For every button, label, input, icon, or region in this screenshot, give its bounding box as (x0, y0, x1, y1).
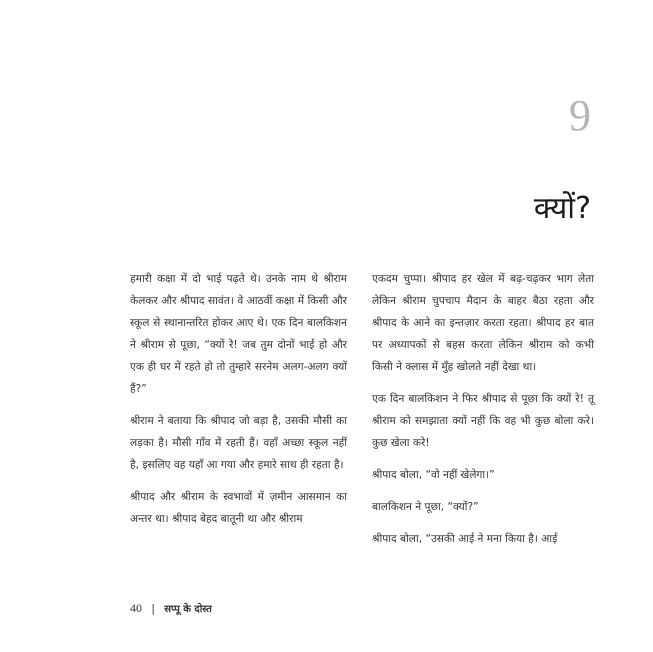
paragraph: श्रीपाद बोला, “उसकी आई ने मना किया है। आई (372, 533, 558, 545)
paragraph: श्रीपाद और श्रीराम के स्वभावों में ज़मीन आसमान का अन्तर था। श्रीपाद बेहद बातूनी था और श्रीराम (130, 491, 347, 525)
paragraph: एकदम चुप्पा। श्रीपाद हर खेल में बढ़-चढ़कर भाग लेता लेकिन श्रीराम चुपचाप मैदान के बाहर बैठा रहता और श्रीपाद के आने का इन्तज़ार करता रहता। श्रीपाद हर बात पर अध्यापकों से बहस करता लेकिन श्रीराम को कभी किसी ने क्लास में मुँह खोलते नहीं देखा था। (372, 273, 594, 373)
paragraph: श्रीपाद बोला, “वो नहीं खेलेगा।” (372, 469, 495, 481)
page-number: 40 (130, 601, 142, 615)
paragraph: एक दिन बालकिशन ने फिर श्रीपाद से पूछा कि क्यों रे! तू श्रीराम को समझाता क्यों नहीं कि वह भी कुछ बोला करे। कुछ खेला करे! (372, 393, 594, 449)
right-column (372, 268, 594, 560)
paragraph: हमारी कक्षा में दो भाई पढ़ते थे। उनके नाम थे श्रीराम केलकर और श्रीपाद सावंत। वे आठवीं कक्षा में किसी और स्कूल से स्थानान्तरित होकर आए थे। एक दिन बालकिशन ने श्रीराम से पूछा, “क्यों रे! जब तुम दोनों भाई हो और एक ही घर में रहते हो तो तुम्हारे सरनेम अलग-अलग क्यों हैं?” (130, 273, 347, 395)
paragraph: बालकिशन ने पूछा, “क्यों?” (372, 501, 479, 513)
book-title: सप्पू के दोस्त (164, 604, 212, 615)
paragraph: श्रीराम ने बताया कि श्रीपाद जो बड़ा है, उसकी मौसी का लड़का है। मौसी गाँव में रहती हैं। वहाँ अच्छा स्कूल नहीं है, इसलिए वह यहाँ आ गया और हमारे साथ ही रहता है। (130, 415, 347, 471)
chapter-number: 9 (569, 91, 591, 140)
page-footer (130, 601, 212, 616)
footer-separator: | (151, 603, 155, 615)
chapter-title: क्यों? (533, 191, 591, 226)
left-column (130, 268, 347, 540)
